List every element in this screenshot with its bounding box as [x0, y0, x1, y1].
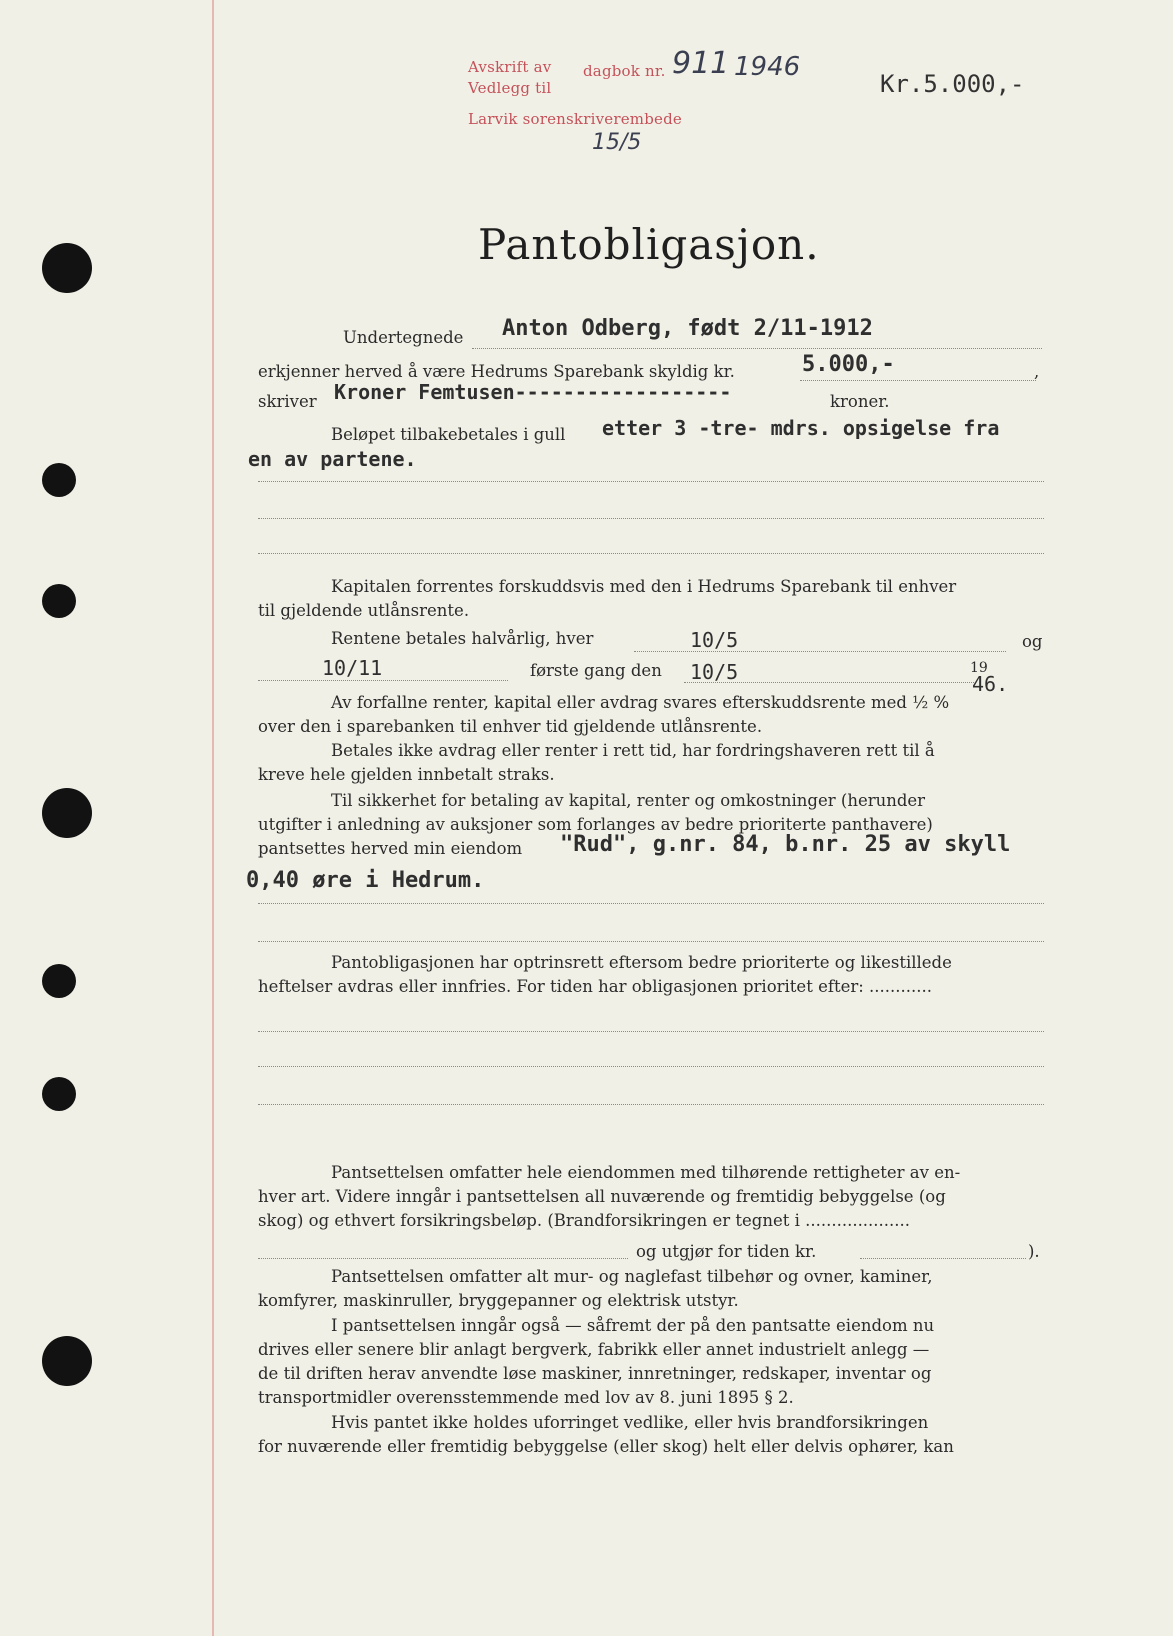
- sikkerhet-line-2: utgifter i anledning av auksjoner som forlanges av bedre prioriterte panthavere): [258, 815, 933, 834]
- hvis-line-2: for nuværende eller fremtidig bebyggelse (eller skog) helt eller delvis ophører, kan: [258, 1437, 954, 1456]
- dotted-line: [258, 481, 1044, 482]
- inngaar-line-2: drives eller senere blir anlagt bergverk, fabrikk eller annet industrielt anlegg —: [258, 1340, 930, 1359]
- dotted-line: [258, 941, 1044, 942]
- dotted-line: [258, 903, 1044, 904]
- dotted-line: [258, 553, 1044, 554]
- dotted-line: [258, 1258, 628, 1259]
- murfast-line-1: Pantsettelsen omfatter alt mur- og naglefast tilbehør og ovner, kaminer,: [331, 1267, 933, 1286]
- dagbok-label: dagbok nr.: [583, 62, 666, 80]
- dotted-line: [472, 348, 1042, 349]
- kapitalen-line-2: til gjeldende utlånsrente.: [258, 601, 470, 620]
- omfatter-line-1: Pantsettelsen omfatter hele eiendommen med tilhørende rettigheter av en-: [331, 1163, 961, 1182]
- optrinsrett-line-2: heftelser avdras eller innfries. For tiden har obligasjonen prioritet efter: ............: [258, 977, 932, 996]
- amount-words: Kroner Femtusen------------------: [334, 380, 732, 404]
- date-1: 10/5: [690, 628, 739, 652]
- dagbok-number: 911: [672, 46, 730, 81]
- betales-line-2: kreve hele gjelden innbetalt straks.: [258, 765, 555, 784]
- forste-gang-label: første gang den: [530, 661, 662, 680]
- omfatter-line-2: hver art. Videre inngår i pantsettelsen all nuværende og fremtidig bebyggelse (og: [258, 1187, 946, 1206]
- document-title: Pantobligasjon.: [478, 220, 820, 269]
- optrinsrett-line-1: Pantobligasjonen har optrinsrett eftersom bedre prioriterte og likestillede: [331, 953, 952, 972]
- dotted-line: [258, 518, 1044, 519]
- dotted-line: [860, 1258, 1026, 1259]
- amount-figures: 5.000,-: [802, 352, 895, 377]
- inngaar-line-3: de til driften herav anvendte løse maskiner, innretninger, redskaper, inventar og: [258, 1364, 932, 1383]
- comma: ,: [1034, 362, 1040, 381]
- repay-line-2: en av partene.: [248, 447, 417, 471]
- date-note: 15/5: [592, 130, 642, 155]
- dotted-line: [684, 682, 974, 683]
- undertegnede-label: Undertegnede: [343, 328, 464, 347]
- murfast-line-2: komfyrer, maskinruller, bryggepanner og elektrisk utstyr.: [258, 1291, 739, 1310]
- og-label: og: [1022, 632, 1043, 651]
- dotted-line: [258, 1031, 1044, 1032]
- dotted-line: [634, 651, 1006, 652]
- pantsettes-label: pantsettes herved min eiendom: [258, 839, 523, 858]
- sikkerhet-line-1: Til sikkerhet for betaling av kapital, renter og omkostninger (herunder: [331, 791, 926, 810]
- omfatter-line-4: og utgjør for tiden kr.: [636, 1242, 817, 1261]
- omfatter-line-4-end: ).: [1028, 1242, 1040, 1261]
- punch-hole-5: [42, 964, 76, 998]
- punch-hole-1: [42, 243, 92, 293]
- dotted-line: [258, 680, 508, 681]
- omfatter-line-3: skog) og ethvert forsikringsbeløp. (Brandforsikringen er tegnet i ....................: [258, 1211, 911, 1230]
- property-line-1: "Rud", g.nr. 84, b.nr. 25 av skyll: [560, 832, 1011, 857]
- punch-hole-2: [42, 463, 76, 497]
- erkjenner-text: erkjenner herved å være Hedrums Sparebank skyldig kr.: [258, 362, 735, 381]
- punch-hole-3: [42, 584, 76, 618]
- belopet-label: Beløpet tilbakebetales i gull: [331, 425, 566, 444]
- debtor-name: Anton Odberg, født 2/11-1912: [502, 316, 873, 341]
- dotted-line: [258, 1104, 1044, 1105]
- amount-header: Kr.5.000,-: [880, 70, 1025, 98]
- punch-hole-6: [42, 1077, 76, 1111]
- av-forfallne-line-1: Av forfallne renter, kapital eller avdrag svares efterskuddsrente med ½ %: [331, 693, 950, 712]
- stamp-line-1: Avskrift av: [468, 58, 552, 76]
- year-suffix: 46.: [972, 672, 1009, 696]
- margin-line: [212, 0, 214, 1636]
- punch-hole-7: [42, 1336, 92, 1386]
- betales-line-1: Betales ikke avdrag eller renter i rett tid, har fordringshaveren rett til å: [331, 741, 935, 760]
- skriver-label: skriver: [258, 392, 317, 411]
- av-forfallne-line-2: over den i sparebanken til enhver tid gjeldende utlånsrente.: [258, 717, 763, 736]
- kroner-label: kroner.: [830, 392, 890, 411]
- property-line-2: 0,40 øre i Hedrum.: [246, 868, 485, 893]
- repay-line-1: etter 3 -tre- mdrs. opsigelse fra: [602, 416, 1000, 440]
- inngaar-line-1: I pantsettelsen inngår også — såfremt der på den pantsatte eiendom nu: [331, 1316, 935, 1335]
- dotted-line: [800, 380, 1036, 381]
- hvis-line-1: Hvis pantet ikke holdes uforringet vedlike, eller hvis brandforsikringen: [331, 1413, 929, 1432]
- punch-hole-4: [42, 788, 92, 838]
- date-3: 10/5: [690, 660, 739, 684]
- inngaar-line-4: transportmidler overensstemmende med lov av 8. juni 1895 § 2.: [258, 1388, 794, 1407]
- stamp-line-2: Vedlegg til: [468, 79, 552, 97]
- kapitalen-line-1: Kapitalen forrentes forskuddsvis med den i Hedrums Sparebank til enhver: [331, 577, 957, 596]
- rentene-label: Rentene betales halvårlig, hver: [331, 629, 594, 648]
- date-2: 10/11: [322, 656, 383, 680]
- year-prefix: 19: [970, 660, 988, 676]
- stamp-line-3: Larvik sorenskriverembede: [468, 110, 682, 128]
- dotted-line: [258, 1066, 1044, 1067]
- dagbok-year: 1946: [734, 52, 801, 82]
